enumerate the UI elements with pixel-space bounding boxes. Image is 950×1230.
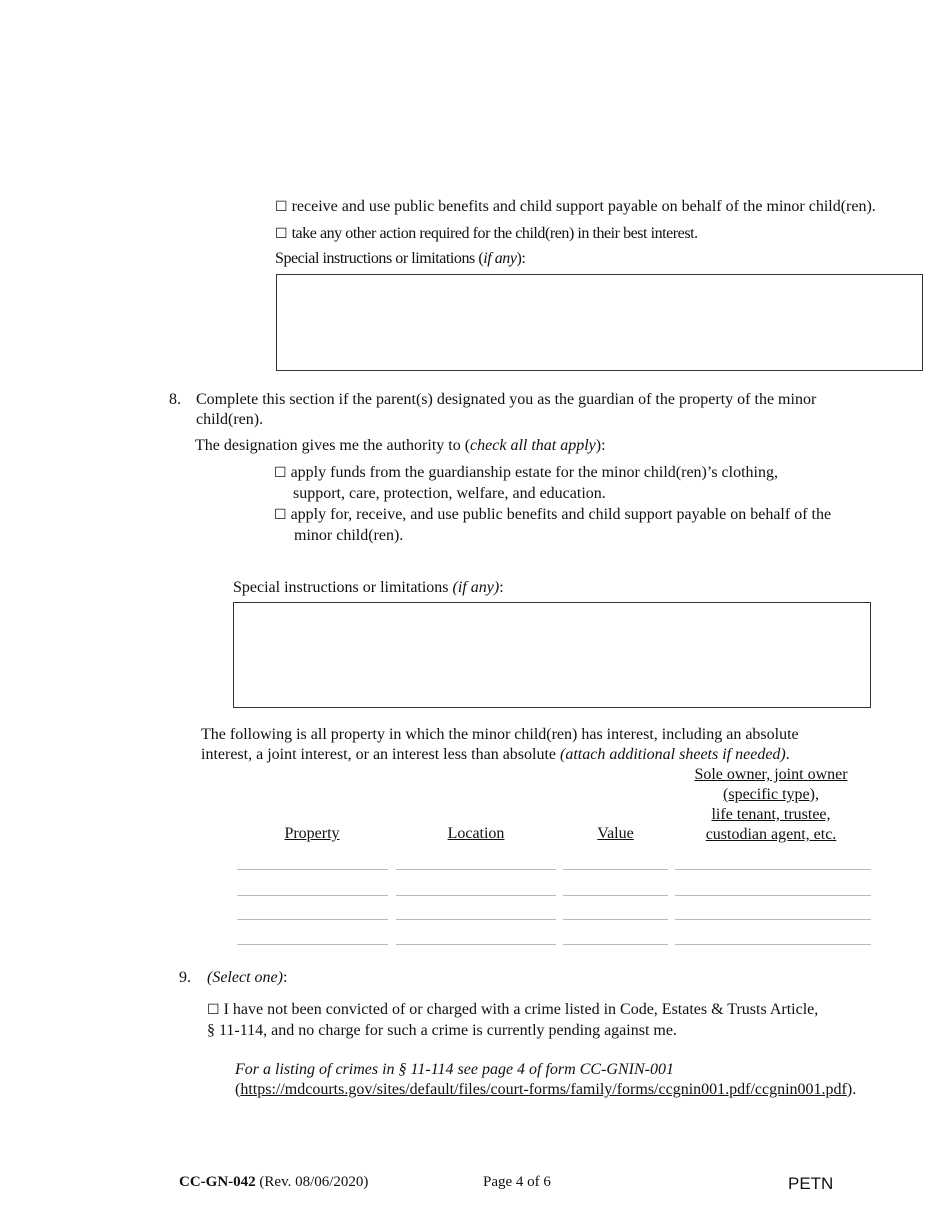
crime-listing-note: For a listing of crimes in § 11-114 see page 4 of form CC-GNIN-001 <box>235 1061 674 1078</box>
select-one-label: (Select one): <box>207 969 288 986</box>
page-number: Page 4 of 6 <box>483 1174 551 1190</box>
property-statement: The following is all property in which the minor child(ren) has interest, including an absolute <box>201 726 799 743</box>
location-field[interactable] <box>396 919 556 920</box>
location-field[interactable] <box>396 895 556 896</box>
section-8-intro: Complete this section if the parent(s) designated you as the guardian of the property of the minor <box>196 391 817 408</box>
property-field[interactable] <box>237 919 388 920</box>
section-number: 9. <box>179 969 191 986</box>
location-field[interactable] <box>396 944 556 945</box>
ccgnin001-link[interactable]: https://mdcourts.gov/sites/default/files/court-forms/family/forms/ccgnin001.pdf/ccgnin001.pdf <box>240 1081 847 1098</box>
option-label: apply funds from the guardianship estate for the minor child(ren)’s clothing, <box>290 464 778 481</box>
property-statement: interest, a joint interest, or an interest less than absolute (attach additional sheets if needed). <box>201 746 790 763</box>
special-instructions-label: Special instructions or limitations (if any): <box>275 250 526 267</box>
owner-field[interactable] <box>675 944 871 945</box>
section-8-intro: child(ren). <box>196 411 264 428</box>
column-header-owner: Sole owner, joint owner (specific type), life tenant, trustee, custodian agent, etc. <box>694 766 848 843</box>
special-instructions-label: Special instructions or limitations (if any): <box>233 579 504 596</box>
column-header-location: Location <box>447 825 505 842</box>
checkbox-option-apply-funds[interactable] <box>274 464 778 482</box>
checkbox-option-apply-benefits[interactable] <box>274 506 831 524</box>
section-number: 8. <box>169 391 181 408</box>
checkbox[interactable]: ☐ <box>275 226 288 242</box>
option-label: I have not been convicted of or charged with a crime listed in Code, Estates & Trusts Article, <box>223 1001 819 1018</box>
location-field[interactable] <box>396 869 556 870</box>
form-id: CC-GN-042 (Rev. 08/06/2020) <box>179 1174 369 1190</box>
value-field[interactable] <box>563 919 668 920</box>
value-field[interactable] <box>563 944 668 945</box>
checkbox[interactable]: ☐ <box>207 1002 220 1018</box>
column-header-value: Value <box>597 825 634 842</box>
option-label: minor child(ren). <box>294 527 404 544</box>
special-instructions-input[interactable] <box>276 274 923 371</box>
checkbox[interactable]: ☐ <box>274 507 287 523</box>
checkbox-option-public-benefits[interactable] <box>275 198 876 216</box>
checkbox[interactable]: ☐ <box>275 199 288 215</box>
option-label: support, care, protection, welfare, and education. <box>293 485 606 502</box>
form-link-line: (https://mdcourts.gov/sites/default/files/court-forms/family/forms/ccgnin001.pdf/ccgnin001.pdf). <box>235 1081 857 1098</box>
property-field[interactable] <box>237 895 388 896</box>
checkbox-option-no-conviction[interactable] <box>207 1001 818 1019</box>
form-code: PETN <box>788 1174 834 1193</box>
owner-field[interactable] <box>675 869 871 870</box>
owner-field[interactable] <box>675 895 871 896</box>
owner-field[interactable] <box>675 919 871 920</box>
checkbox-option-other-action[interactable] <box>275 225 698 243</box>
value-field[interactable] <box>563 895 668 896</box>
property-field[interactable] <box>237 944 388 945</box>
option-label: receive and use public benefits and child support payable on behalf of the minor child(ren). <box>291 198 876 215</box>
option-label: § 11-114, and no charge for such a crime is currently pending against me. <box>207 1022 677 1039</box>
special-instructions-input[interactable] <box>233 602 871 708</box>
value-field[interactable] <box>563 869 668 870</box>
option-label: take any other action required for the child(ren) in their best interest. <box>291 225 698 242</box>
column-header-property: Property <box>284 825 340 842</box>
property-field[interactable] <box>237 869 388 870</box>
checkbox[interactable]: ☐ <box>274 465 287 481</box>
option-label: apply for, receive, and use public benefits and child support payable on behalf of the <box>290 506 832 523</box>
authority-statement: The designation gives me the authority to (check all that apply): <box>195 437 606 454</box>
